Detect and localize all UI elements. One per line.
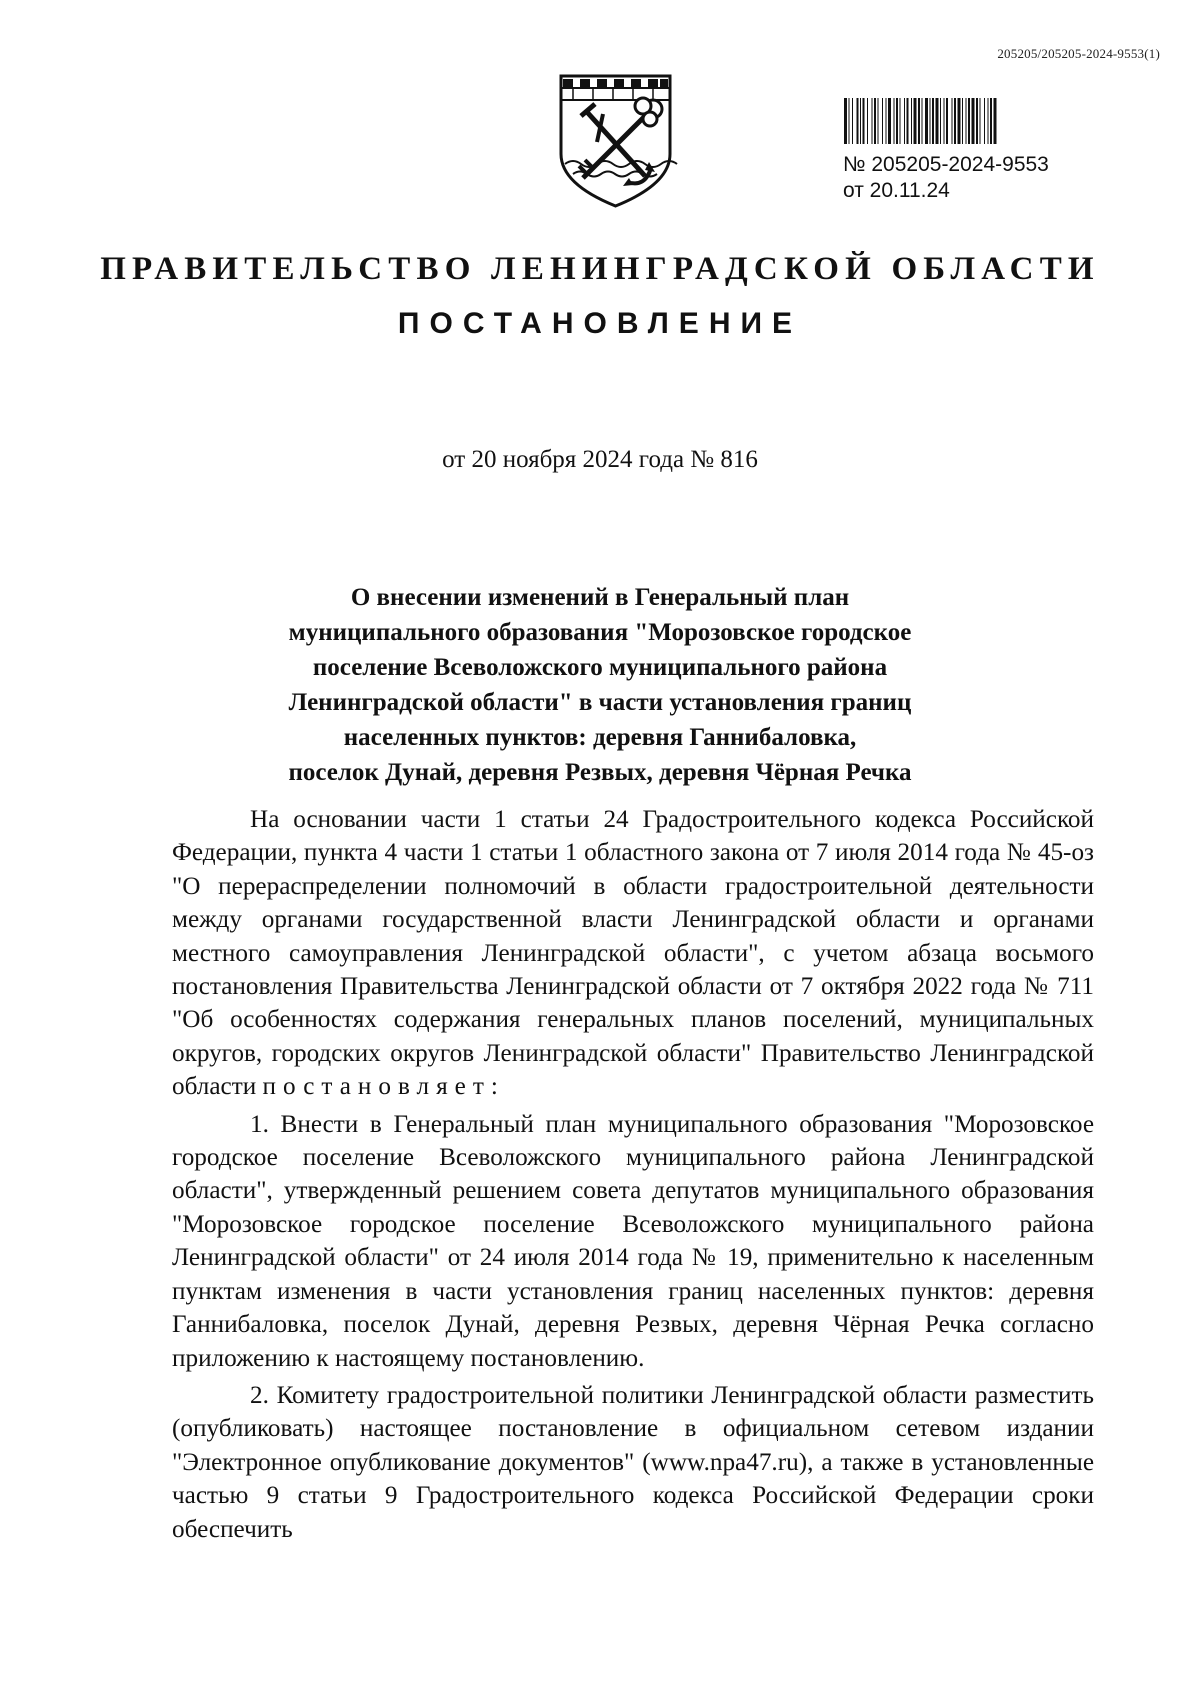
item-2-paragraph: 2. Комитету градостроительной политики Ленинградской области разместить (опубликовать) настоящее постановление в официальном сетевом издании "Электронное опубликование документов" (www.npa47.ru), а также в установленные частью 9 статьи 9 Градостроительного кодекса Российской Федерации сроки обеспечить (172, 1381, 1094, 1543)
coat-of-arms-icon (553, 66, 678, 211)
document-body (172, 803, 1094, 1546)
heading-line: О внесении изменений в Генеральный план (350, 584, 850, 611)
item-1-paragraph: 1. Внести в Генеральный план муниципального образования "Морозовское городское поселение Всеволожского муниципального района Ленинградской области", утвержденный решением совета депутатов муниципального образования "Морозовское городское поселение Всеволожского муниципального района Ленинградской области" от 24 июля 2014 года № 19, применительно к населенным пунктам изменения в части установления границ населенных пунктов: деревня Ганнибаловка, поселок Дунай, деревня Резвых, деревня Чёрная Речка согласно приложению к настоящему постановлению. (172, 1110, 1094, 1372)
heading-line: поселение Всеволожского муниципального района (312, 654, 888, 681)
document-heading (220, 580, 980, 790)
registration-number: № 205205-2024-9553 (843, 153, 1049, 176)
registration-block (843, 98, 1113, 204)
document-type: ПОСТАНОВЛЕНИЕ (397, 307, 803, 340)
heading-line: Ленинградской области" в части установления границ (288, 689, 912, 716)
intro-paragraph (172, 803, 1094, 1104)
heading-line: поселок Дунай, деревня Резвых, деревня Чёрная Речка (288, 759, 912, 786)
intro-verb: постановляет: (262, 1073, 505, 1101)
document-code: 205205/205205-2024-9553(1) (997, 46, 1160, 61)
heading-line: населенных пунктов: деревня Ганнибаловка, (343, 724, 857, 751)
intro-text: На основании части 1 статьи 24 Градостроительного кодекса Российской Федерации, пункта 4 части 1 статьи 1 областного закона от 7 июля 2014 года № 45-оз "О перераспределении полномочий в области градостроительной деятельности между органами государственной власти Ленинградской области и органами местного самоуправления Ленинградской области", с учетом абзаца восьмого постановления Правительства Ленинградской области от 7 октября 2022 года № 711 "Об особенностях содержания генеральных планов поселений, муниципальных округов, городских округов Ленинградской области" Правительство Ленинградской области (172, 806, 1094, 1101)
document-date-number: от 20 ноября 2024 года № 816 (442, 446, 758, 473)
government-title: ПРАВИТЕЛЬСТВО ЛЕНИНГРАДСКОЙ ОБЛАСТИ (100, 251, 1100, 287)
registration-date: от 20.11.24 (843, 179, 950, 202)
barcode-icon (843, 98, 1111, 144)
heading-line: муниципального образования "Морозовское городское (288, 619, 912, 646)
